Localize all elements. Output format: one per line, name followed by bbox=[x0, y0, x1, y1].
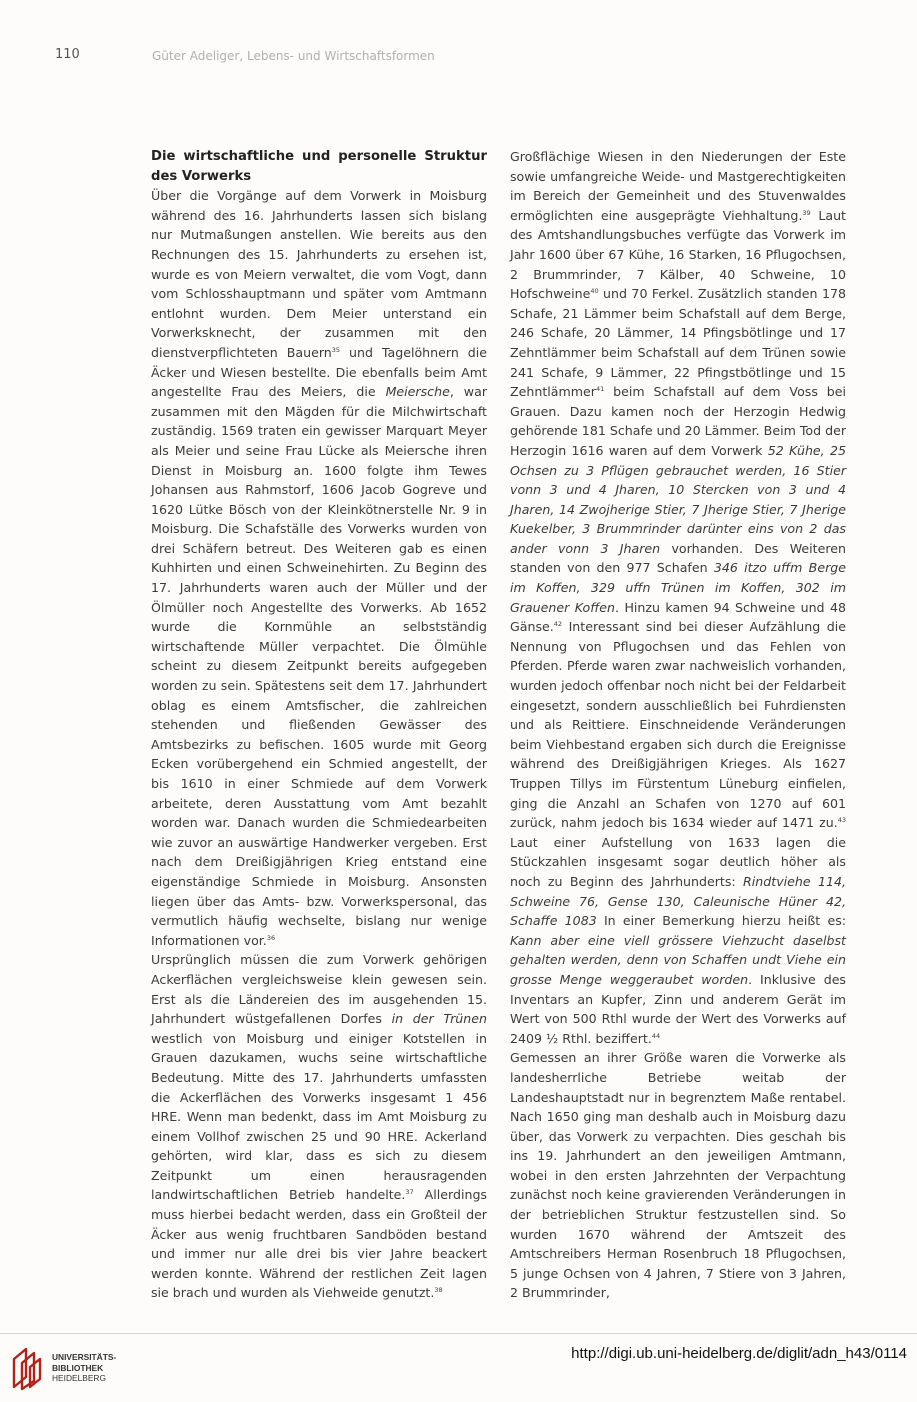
text-run: Allerdings muss hierbei bedacht werden, dass ein Großteil der Äcker aus wenig fruchtbaren Sandböden bestand und immer nur alle drei bis vier Jahre beackert werden konnte. Während der restlichen Zeit lagen sie brach und wurden als Viehweide genutzt. bbox=[151, 1187, 487, 1301]
text-run: westlich von Moisburg und einiger Kotstellen in Grauen dazukamen, wuchs seine wirtschaftliche Bedeutung. Mitte des 17. Jahrhunderts umfassten die Ackerflächen des Vorwerks insgesamt 1 456 HRE. Wenn man bedenkt, dass im Amt Moisburg zu einem Vollhof zwischen 25 und 90 HRE. Ackerland gehörten, wird klar, dass es sich zu diesem Zeitpunkt um einen herausragenden landwirtschaftlichen Betrieb handelte. bbox=[151, 1030, 487, 1203]
text-run: Laut einer Aufstellung von 1633 lagen die Stückzahlen insgesamt sogar deutlich höher als noch zu Beginn des Jahrhunderts: bbox=[510, 834, 846, 889]
text-run: Ursprünglich müssen die zum Vorwerk gehörigen Ackerflächen vergleichsweise klein gewesen sein. Erst als die Ländereien des im ausgehenden 15. Jahrhundert wüstgefallenen Dorfes bbox=[151, 952, 487, 1027]
italic-quote: 346 itzo uffm Berge im Koffen, 329 uffn Trünen im Koffen, 302 im Grauener Koffen bbox=[510, 560, 846, 615]
footnote-ref[interactable]: 39 bbox=[802, 208, 811, 217]
footer-divider bbox=[0, 1333, 917, 1334]
footnote-ref[interactable]: 42 bbox=[553, 620, 563, 629]
text-run: beim Schafstall auf dem Voss bei Grauen. Dazu kamen noch der Herzogin Hedwig gehörende 181 Schafe und 20 Lämmer. Beim Tod der Herzogin 1616 waren auf dem Vorwerk bbox=[510, 384, 847, 458]
italic-quote: in der Trünen bbox=[391, 1011, 487, 1027]
paragraph bbox=[510, 1048, 846, 1303]
footnote-ref[interactable]: 40 bbox=[590, 287, 599, 296]
library-line: BIBLIOTHEK bbox=[52, 1362, 104, 1373]
footnote-ref[interactable]: 36 bbox=[266, 933, 276, 942]
italic-quote: Rindtviehe 114, Schweine 76, Gense 130, Caleunische Hüner 42, Schaffe 1083 bbox=[510, 873, 847, 929]
text-run: In einer Bemerkung hierzu heißt es: bbox=[596, 913, 846, 929]
footnote-ref[interactable]: 37 bbox=[405, 1188, 414, 1197]
text-run: und 70 Ferkel. Zusätzlich standen 178 Schafe, 21 Lämmer beim Schafstall auf dem Berge, 246 Schafe, 20 Lämmer, 14 Pfingsbötlinge und 17 Zehntlämmer beim Schafstall auf dem Trünen sowie 241 Schafe, 9 Lämmer, 22 Pfingstbötlinge und 15 Zehntlämmer bbox=[510, 286, 846, 400]
source-url[interactable]: http://digi.ub.uni-heidelberg.de/diglit/adn_h43/0114 bbox=[571, 1345, 907, 1362]
library-line: UNIVERSITÄTS- bbox=[52, 1352, 117, 1362]
page-number: 110 bbox=[55, 47, 80, 62]
library-name bbox=[52, 1352, 116, 1384]
paragraph bbox=[151, 950, 487, 1303]
footnote-ref[interactable]: 35 bbox=[331, 345, 341, 354]
paragraph bbox=[151, 186, 487, 950]
running-head: Güter Adeliger, Lebens- und Wirtschaftsformen bbox=[152, 49, 435, 63]
italic-quote: Kann aber eine viell grössere Viehzucht daselbst gehalten werden, denn von Schaffen undt Viehe ein grosse Menge weggeraubet worden bbox=[510, 932, 846, 987]
text-run: , war zusammen mit den Mägden für die Milchwirtschaft zuständig. 1569 traten ein gewisser Marquart Meyer als Meier und seine Frau Lücke als Meiersche ihren Dienst in Moisburg an. 1600 folgte ihm Tewes Johansen aus Rahmstorf, 1606 Jacob Gogreve und 1620 Lütke Bösch von der Kleinkötnerstelle Nr. 9 in Moisburg. Die Schafställe des Vorwerks wurden von drei Schäfern betreut. Des Weiteren gab es einen Kuhhirten und einen Schweinehirten. Zu Beginn des 17. Jahrhunderts waren auch der Müller und der Ölmüller noch Angestellte des Vorwerks. Ab 1652 wurde die Kornmühle an selbstständig wirtschaftende Müller verpachtet. Die Ölmühle scheint zu diesem Zeitpunkt bereits aufgegeben worden zu sein. Spätestens seit dem 17. Jahrhundert oblag es einem Amtsfischer, die zahlreichen stehenden und fließenden Gewässer des Amtsbezirks zu befischen. 1605 wurde mit Georg Ecken vorübergehend ein Schmied angestellt, der bis 1610 in einer Schmiede auf dem Vorwerk arbeitete, deren Ausstattung vom Amt bezahlt worden war. Danach wurden die Schmiedearbeiten wie zuvor an auswärtige Handwerker vergeben. Erst nach dem Dreißigjährigen Krieg entstand eine eigenständige Schmiede in Moisburg. Ansonsten liegen über das Amts- bzw. Vorwerkspersonal, das vermutlich häufig wechselte, bislang nur wenige Informationen vor. bbox=[151, 384, 487, 948]
footnote-ref[interactable]: 38 bbox=[434, 1286, 443, 1295]
text-run: vorhanden. Des Weiteren standen von den 977 Schafen bbox=[510, 540, 846, 576]
text-run: . Hinzu kamen 94 Schweine und 48 Gänse. bbox=[510, 599, 846, 635]
italic-quote: Meiersche bbox=[385, 384, 450, 400]
footnote-ref[interactable]: 44 bbox=[651, 1031, 661, 1040]
right-column bbox=[510, 147, 846, 1303]
text-run: Über die Vorgänge auf dem Vorwerk in Moisburg während des 16. Jahrhunderts lassen sich bislang nur Mutmaßungen anstellen. Wie bereits aus den Rechnungen des 15. Jahrhunderts zu ersehen ist, wurde es von Meiern verwaltet, die vom Vogt, dann vom Schlosshauptmann und später vom Amtmann entlohnt wurden. Dem Meier unterstand ein Vorwerksknecht, der zusammen mit den dienstverpflichteten Bauern bbox=[151, 188, 487, 360]
italic-quote: 52 Kühe, 25 Ochsen zu 3 Pflügen gebrauchet werden, 16 Stier vonn 3 und 4 Jharen, 10 Stercken von 3 und 4 Jharen, 14 Zwojherige Stier, 7 Jherige Stier, 7 Jherige Kuekelber, 3 Brummrinder darünter eins von 2 das ander vonn 3 Jharen bbox=[510, 442, 846, 556]
paragraph bbox=[510, 147, 846, 1048]
library-line: HEIDELBERG bbox=[52, 1373, 106, 1384]
text-run: Großflächige Wiesen in den Niederungen der Este sowie umfangreiche Weide- und Mastgerechtigkeiten im Bereich der Gemeinheit und des Stuvenwaldes ermöglichten eine ausgeprägte Viehhaltung. bbox=[510, 149, 846, 223]
text-run: . Inklusive des Inventars an Kupfer, Zinn und anderem Gerät im Wert von 500 Rthl wurde der Wert des Vorwerks auf 2409 ½ Rthl. beziffert. bbox=[510, 971, 846, 1046]
section-title: Die wirtschaftliche und personelle Struktur des Vorwerks bbox=[151, 149, 487, 184]
footnote-ref[interactable]: 43 bbox=[837, 816, 846, 825]
left-column bbox=[151, 147, 487, 1303]
text-run: und Tagelöhnern die Äcker und Wiesen bestellte. Die ebenfalls beim Amt angestellte Frau des Meiers, die bbox=[151, 344, 487, 400]
text-run: Laut des Amtshandlungsbuches verfügte das Vorwerk im Jahr 1600 über 67 Kühe, 16 Starken, 16 Pflugochsen, 2 Brummrinder, 7 Kälber, 40 Schweine, 10 Hofschweine bbox=[510, 207, 846, 302]
text-run: Gemessen an ihrer Größe waren die Vorwerke als landesherrliche Betriebe weitab der Landeshauptstadt nur in begrenztem Maße rentabel. Nach 1650 ging man deshalb auch in Moisburg dazu über, das Vorwerk zu verpachten. Dies geschah bis ins 19. Jahrhundert an den jeweiligen Amtmann, wobei in den ersten Jahrzehnten der Verpachtung zunächst noch keine gravierenden Veränderungen in der betrieblichen Struktur festzustellen sind. So wurden 1670 während der Amtszeit des Amtschreibers Herman Rosenbruch 18 Pflugochsen, 5 junge Ochsen von 4 Jahren, 7 Stiere von 3 Jahren, 2 Brummrinder, bbox=[510, 1050, 846, 1301]
text-run: Interessant sind bei dieser Aufzählung die Nennung von Pflugochsen und das Fehlen von Pferden. Pferde waren zwar nachweislich vorhanden, wurden jedoch offenbar noch nicht bei der Feldarbeit eingesetzt, sondern ausschließlich bei Fuhrdiensten und als Reittiere. Einschneidende Veränderungen beim Viehbestand ergaben sich durch die Ereignisse während des Dreißigjährigen Krieges. Als 1627 Truppen Tillys im Fürstentum Lüneburg einfielen, ging die Anzahl an Schafen von 1270 auf 601 zurück, nahm jedoch bis 1634 wieder auf 1471 zu. bbox=[510, 619, 846, 831]
footnote-ref[interactable]: 41 bbox=[595, 385, 605, 394]
library-logo-icon bbox=[10, 1345, 44, 1391]
